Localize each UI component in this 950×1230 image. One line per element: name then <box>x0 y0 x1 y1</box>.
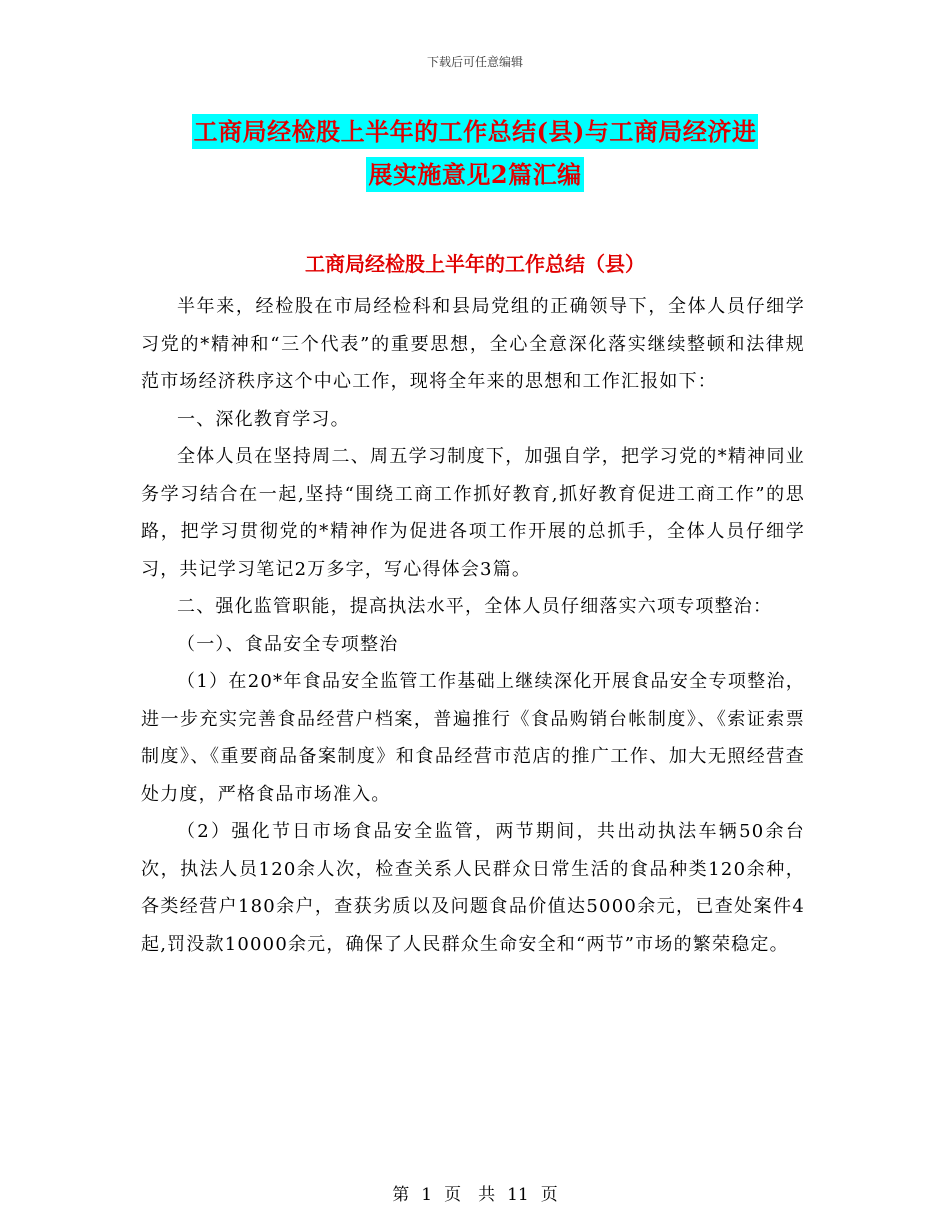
paragraph: 二、强化监管职能，提高执法水平，全体人员仔细落实六项专项整治： <box>177 596 773 617</box>
footer-middle: 页 共 <box>444 1185 496 1205</box>
document-title-line-1 <box>0 112 950 147</box>
header-note: 下载后可任意编辑 <box>426 55 523 69</box>
paragraph: （1）在20*年食品安全监管工作基础上继续深化开展食品安全专项整治，进一步充实完善食品经营户档案，普遍推行《食品购销台帐制度》、《索证索票制度》、《重要商品备案制度》和食品经营市范店的推广工作、加大无照经营查处力度，严格食品市场准入。 <box>141 671 805 805</box>
paragraph: 半年来，经检股在市局经检科和县局党组的正确领导下，全体人员仔细学习党的*精神和“三个代表”的重要思想，全心全意深化落实继续整顿和法律规范市场经济秩序这个中心工作，现将全年来的思想和工作汇报如下： <box>141 296 805 392</box>
document-title-line-2 <box>0 155 950 190</box>
footer-prefix: 第 <box>392 1185 410 1205</box>
title-line-1-text: 工商局经检股上半年的工作总结(县)与工商局经济进 <box>192 114 759 149</box>
paragraph: （一）、食品安全专项整治 <box>177 633 399 655</box>
page-footer <box>0 1180 950 1205</box>
footer-suffix: 页 <box>540 1185 558 1205</box>
title-line-2-text: 展实施意见2篇汇编 <box>366 157 583 192</box>
document-body <box>141 288 805 963</box>
paragraph: 一、深化教育学习。 <box>177 408 350 430</box>
page-number: 1 <box>421 1185 433 1205</box>
paragraph: 全体人员在坚持周二、周五学习制度下，加强自学，把学习党的*精神同业务学习结合在一起,坚持“围绕工商工作抓好教育,抓好教育促进工商工作”的思路，把学习贯彻党的*精神作为促进各项工作开展的总抓手，全体人员仔细学习，共记学习笔记2万多字，写心得体会3篇。 <box>141 446 805 580</box>
section-title: 工商局经检股上半年的工作总结（县） <box>305 252 645 276</box>
page-total: 11 <box>507 1185 529 1205</box>
paragraph: （2）强化节日市场食品安全监管，两节期间，共出动执法车辆50余台次，执法人员120余人次，检查关系人民群众日常生活的食品种类120余种，各类经营户180余户，查获劣质以及问题食品价值达5000余元，已查处案件4起,罚没款10000余元，确保了人民群众生命安全和“两节”市场的繁荣稳定。 <box>141 821 805 955</box>
